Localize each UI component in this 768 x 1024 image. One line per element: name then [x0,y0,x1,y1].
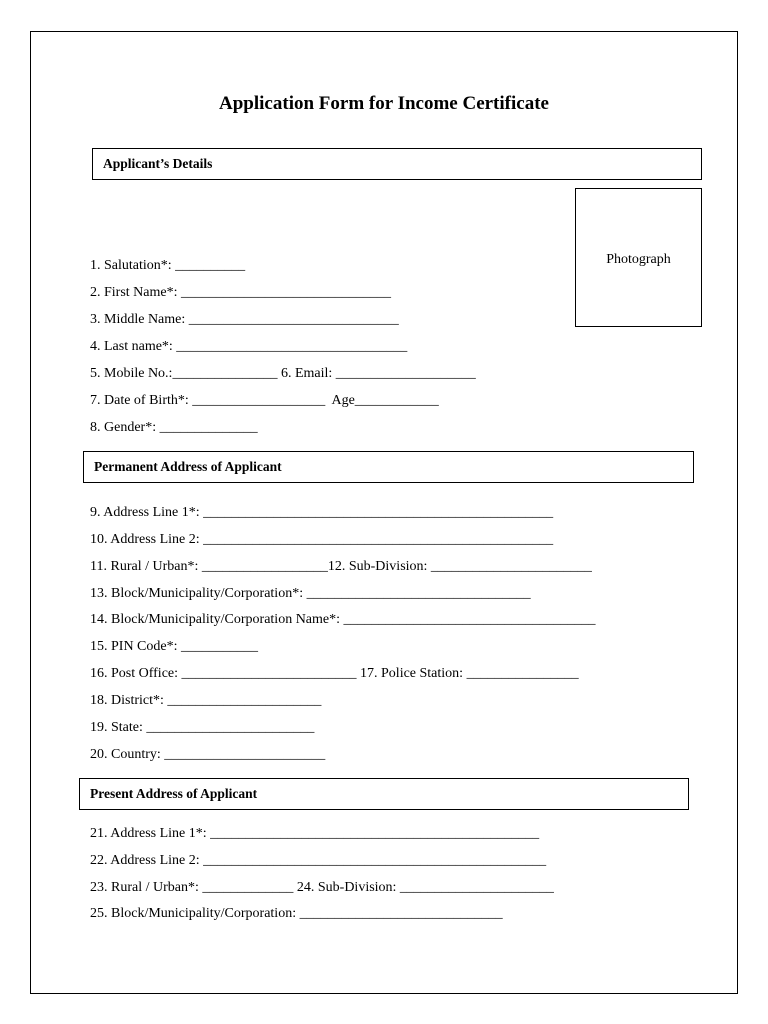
field-perm-block-name[interactable]: 14. Block/Municipality/Corporation Name*: ____________________________________ [90,612,596,627]
field-salutation[interactable]: 1. Salutation*: __________ [90,258,246,273]
field-first-name[interactable]: 2. First Name*: ______________________________ [90,285,391,300]
field-pin-code[interactable]: 15. PIN Code*: ___________ [90,639,258,654]
photograph-box: Photograph [575,188,702,327]
section-applicant-details: Applicant’s Details [92,148,702,180]
field-perm-address-line-1[interactable]: 9. Address Line 1*: __________________________________________________ [90,505,554,520]
field-mobile-email[interactable]: 5. Mobile No.:_______________ 6. Email: ____________________ [90,366,476,381]
field-country[interactable]: 20. Country: _______________________ [90,747,326,762]
field-perm-block[interactable]: 13. Block/Municipality/Corporation*: ________________________________ [90,586,531,601]
field-pres-block[interactable]: 25. Block/Municipality/Corporation: _____________________________ [90,906,503,921]
field-last-name[interactable]: 4. Last name*: _________________________________ [90,339,408,354]
field-pres-address-line-1[interactable]: 21. Address Line 1*: _______________________________________________ [90,826,540,841]
field-dob-age[interactable]: 7. Date of Birth*: ___________________ Age____________ [90,393,439,408]
field-middle-name[interactable]: 3. Middle Name: ______________________________ [90,312,399,327]
field-pres-address-line-2[interactable]: 22. Address Line 2: _________________________________________________ [90,853,547,868]
field-gender[interactable]: 8. Gender*: ______________ [90,420,258,435]
field-state[interactable]: 19. State: ________________________ [90,720,315,735]
form-title: Application Form for Income Certificate [219,93,549,114]
field-perm-rural-urban-subdivision[interactable]: 11. Rural / Urban*: __________________12. Sub-Division: _______________________ [90,559,592,574]
section-permanent-address: Permanent Address of Applicant [83,451,694,483]
field-perm-address-line-2[interactable]: 10. Address Line 2: __________________________________________________ [90,532,554,547]
field-district[interactable]: 18. District*: ______________________ [90,693,322,708]
field-post-office-police-station[interactable]: 16. Post Office: _________________________ 17. Police Station: ________________ [90,666,579,681]
field-pres-rural-urban-subdivision[interactable]: 23. Rural / Urban*: _____________ 24. Sub-Division: ______________________ [90,880,554,895]
section-present-address: Present Address of Applicant [79,778,689,810]
